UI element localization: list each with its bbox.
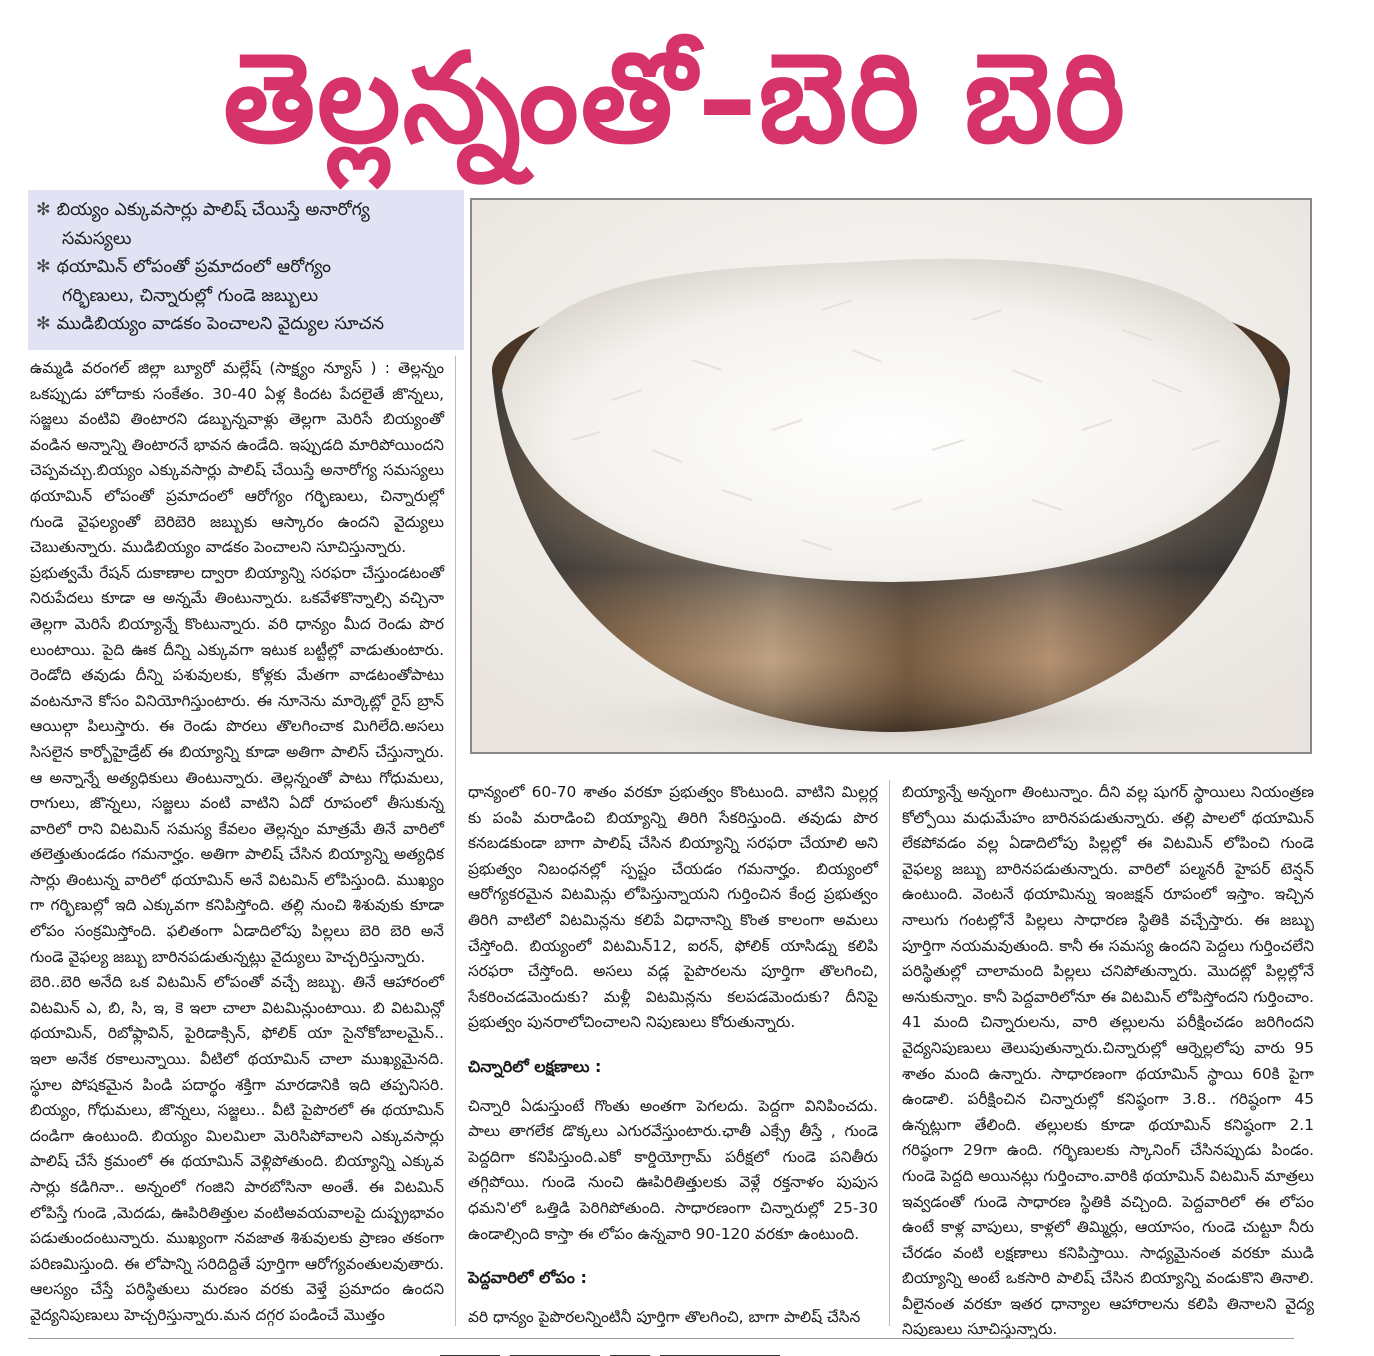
highlight-item — [36, 196, 456, 253]
headline: తెల్లన్నంతో–బెరి బెరి — [223, 25, 1127, 171]
highlight-text: బియ్యం ఎక్కువసార్లు పాలిష్ చేయిస్తే అనారోగ్య — [56, 200, 370, 220]
paragraph: ధాన్యంలో 60-70 శాతం వరకూ ప్రభుత్వం కొంటుంది. వాటిని మిల్లర్ల కు పంపి మరాడించి బియ్యాన్ని తిరిగి సేకరిస్తుంది. తవుడు పొర కనబడకుండా బాగా పాలిష్ చేసిన బియ్యాన్ని సరఫరా చేయాలి అని ప్రభుత్వం నిబంధనల్లో స్పష్టం చేయడం గమనార్హం. బియ్యంలో ఆరోగ్యకరమైన విటమిన్లు లోపిస్తున్నాయని గుర్తించిన కేంద్ర ప్రభుత్వం తిరిగి వాటిలో విటమిన్లను కలిపే విధానాన్ని కొంత కాలంగా అమలు చేస్తోంది. బియ్యంలో విటమిన్12, ఐరన్, ఫోలిక్ యాసిడ్ను కలిపి సరఫరా చేస్తోంది. అసలు వడ్ల పైపొరలను పూర్తిగా తొలగించి, సేకరించడమెందుకు? మళ్లీ విటమిన్లను కలపడమెందుకు? దీనిపై ప్రభుత్వం పునరాలోచించాలని నిపుణులు కోరుతున్నారు. — [468, 783, 878, 1032]
paragraph: ఉమ్మడి వరంగల్ జిల్లా బ్యూరో మల్లేష్ (సాక్ష్యం న్యూస్ ) : తెల్లన్నం ఒకప్పుడు హోదాకు సంకేతం. 30-40 ఏళ్ల కిందట పేదలైతే జొన్నలు, సజ్జలు వంటివి తింటారని డబ్బున్నవాళ్లు తెల్లగా మెరిసే బియ్యంతో వండిన అన్నాన్ని తింటారనే భావన ఉండేది. ఇప్పుడది మారిపోయిందని చెప్పవచ్చు.బియ్యం ఎక్కువసార్లు పాలిష్ చేయిస్తే అనారోగ్య సమస్యలు థయామిన్ లోపంతో ప్రమాదంలో ఆరోగ్యం గర్భిణులు, చిన్నారుల్లో గుండె వైఫల్యంతో బెరిబెరి జబ్బుకు ఆస్కారం ఉందని వైద్యులు చెబుతున్నారు. ముడిబియ్యం వాడకం పెంచాలని సూచిస్తున్నారు. — [30, 359, 444, 557]
asterisk-icon: ✻ — [36, 200, 51, 220]
paragraph: వరి ధాన్యం పైపొరలన్నింటినీ పూర్తిగా తొలగించి, బాగా పాలిష్ చేసిన — [468, 1307, 861, 1326]
cut-off-next-line — [440, 1346, 900, 1356]
subheading-children-symptoms: చిన్నారిలో లక్షణాలు : — [468, 1056, 602, 1076]
rice-bowl-image — [470, 198, 1312, 754]
article-column-1 — [30, 356, 444, 1329]
highlight-text: థయామిన్ లోపంతో ప్రమాదంలో ఆరోగ్యం — [56, 257, 331, 277]
column-divider — [455, 356, 456, 1326]
rice-bowl-illustration — [472, 200, 1310, 752]
column-divider — [889, 780, 890, 1326]
highlight-item — [36, 253, 456, 310]
page-bottom-rule — [28, 1338, 1294, 1339]
subheading-adult-deficiency: పెద్దవారిలో లోపం : — [468, 1268, 587, 1288]
highlights-box — [28, 190, 464, 350]
paragraph: ప్రభుత్వమే రేషన్ దుకాణాల ద్వారా బియ్యాన్ని సరఫరా చేస్తుండటంతో నిరుపేదలు కూడా ఆ అన్నమే తింటున్నారు. ఒకవేళకొన్నాల్సి వచ్చినా తెల్లగా మెరిసే బియ్యాన్నే కొంటున్నారు. వరి ధాన్యం మీద రెండు పొర లుంటాయి. పైది ఊక దీన్ని ఎక్కువగా ఇటుక బట్టీల్లో వాడుతుంటారు. రెండోది తవుడు దీన్ని పశువులకు, కోళ్లకు మేతగా వాడటంతోపాటు వంటనూనె కోసం వినియోగిస్తుంటారు. ఈ నూనెను మార్కెట్లో రైస్ బ్రాన్ ఆయిల్గా పిలుస్తారు. ఈ రెండు పొరలు తొలగించాక మిగిలేది.అసలు సిసలైన కార్బోహైడ్రేట్ ఈ బియ్యాన్ని కూడా అతిగా పాలిస్ చేస్తున్నారు. ఆ అన్నాన్నే అత్యధికులు తింటున్నారు. తెల్లన్నంతో పాటు గోధుమలు, రాగులు, జొన్నలు, సజ్జలు వంటి వాటిని ఏదో రూపంలో తీసుకున్న వారిలో రాని విటమిన్ సమస్య కేవలం తెల్లన్నం మాత్రమే తినే వారిలో తలెత్తుతుండడం గమనార్హం. అతిగా పాలిష్ చేసిన బియ్యాన్ని అత్యధిక సార్లు తింటున్న వారిలో థయామిన్ అనే విటమిన్ లోపిస్తుంది. ముఖ్యం గా గర్భిణుల్లో ఇది ఎక్కువగా కనిపిస్తోంది. తల్లి నుంచి శిశువుకు కూడా లోపం సంక్రమిస్తోంది. ఫలితంగా ఏడాదిలోపు పిల్లలు బెరి బెరి అనే గుండె వైఫల్య జబ్బు బారినపడుతున్నట్లు వైద్యులు హెచ్చరిస్తున్నారు. — [30, 563, 444, 966]
highlight-item — [36, 310, 456, 339]
paragraph: చిన్నారి ఏడుస్తుంటే గొంతు అంతగా పెగలదు. పెద్దగా వినిపించదు. పాలు తాగలేక డొక్కలు ఎగురవేస్తుంటారు.ఛాతీ ఎక్స్రే తీస్తే , గుండె పెద్దదిగా కనిపిస్తుంది.ఎకో కార్డియోగ్రామ్ పరీక్షలో గుండె పనితీరు తగ్గిపోయి. గుండె నుంచి ఊపిరితిత్తులకు వెళ్లే రక్తనాళం పుపుస ధమని'లో ఒత్తిడి పెరిగిపోతుంది. సాధారణంగా చిన్నారుల్లో 25-30 ఉండాల్సింది కాస్తా ఈ లోపం ఉన్నవారి 90-120 వరకూ ఉంటుంది. — [468, 1096, 878, 1243]
asterisk-icon: ✻ — [36, 257, 51, 277]
article-column-3 — [902, 780, 1314, 1343]
article-column-2 — [468, 780, 878, 1330]
highlight-text-cont: గర్భిణులు, చిన్నారుల్లో గుండె జబ్బులు — [62, 285, 319, 306]
highlight-text: ముడిబియ్యం వాడకం పెంచాలని వైద్యుల సూచన — [56, 314, 384, 334]
paragraph: బెరి..బెరి అనేది ఒక విటమిన్ లోపంతో వచ్చే జబ్బు. తినే ఆహారంలో విటమిన్ ఎ, బి, సి, ఇ, కె ఇలా చాలా విటమిన్లుంటాయి. బి విటమిన్లో థయామిన్, రిబోఫ్లావిన్, పైరిడాక్సిన్, ఫోలిక్ యా సైనోకోబాలమైన్.. ఇలా అనేక రకాలున్నాయి. వీటిలో థయామిన్ చాలా ముఖ్యమైనది. స్థూల పోషకమైన పిండి పదార్థం శక్తిగా మారడానికి ఇది తప్పనిసరి. బియ్యం, గోధుమలు, జొన్నలు, సజ్జలు.. వీటి పైపొరలో ఈ థయామిన్ దండిగా ఉంటుంది. బియ్యం మిలమిలా మెరిసిపోవాలని ఎక్కువసార్లు పాలిష్ చేసే క్రమంలో ఈ థయామిన్ వెళ్లిపోతుంది. బియ్యాన్ని ఎక్కువ సార్లు కడిగినా.. అన్నంలో గంజిని పారబోసినా అంతే. ఈ విటమిన్ లోపిస్తే గుండె ,మెదడు, ఊపిరితిత్తుల వంటిఅవయవాలపై దుష్ప్రభావం పడుతుందంటున్నారు. ముఖ్యంగా నవజాత శిశువులకు ప్రాణం తకంగా పరిణమిస్తుంది. ఈ లోపాన్ని సరిదిద్దితే పూర్తిగా ఆరోగ్యవంతులవుతారు. ఆలస్యం చేస్తే పరిస్థితులు మరణం వరకు వెళ్తే ప్రమాదం ఉందని వైద్యనిపుణులు హెచ్చరిస్తున్నారు.మన దగ్గర పండించే మొత్తం — [30, 973, 444, 1324]
asterisk-icon: ✻ — [36, 314, 51, 334]
paragraph: బియ్యాన్నే అన్నంగా తింటున్నాం. దీని వల్ల షుగర్ స్థాయిలు నియంత్రణ కోల్పోయి మధుమేహం బారినపడుతున్నారు. తల్లి పాలలో థయామిన్ లేకపోవడం వల్ల ఏడాదిలోపు పిల్లల్లో ఈ విటమిన్ లోపించి గుండె వైఫల్య జబ్బు బారినపడుతున్నారు. వారిలో పల్మనరీ హైపర్ టెన్షన్ ఉంటుంది. వెంటనే థయామిన్ను ఇంజక్షన్ రూపంలో ఇస్తాం. ఇచ్చిన నాలుగు గంటల్లోనే పిల్లలు సాధారణ స్థితికి వచ్చేస్తారు. ఈ జబ్బు పూర్తిగా నయమవుతుంది. కానీ ఈ సమస్య ఉందని పెద్దలు గుర్తించలేని పరిస్థితుల్లో చాలామంది పిల్లలు చనిపోతున్నారు. మొదట్లో పిల్లల్లోనే అనుకున్నాం. కానీ పెద్దవారిలోనూ ఈ విటమిన్ లోపిస్తోందని గుర్తించాం. 41 మంది చిన్నారులను, వారి తల్లులను పరీక్షించడం జరిగిందని వైద్యనిపుణులు తెలుపుతున్నారు.చిన్నారుల్లో ఆర్నెల్లలోపు వారు 95 శాతం మంది ఉన్నారు. సాధారణంగా థయామిన్ స్థాయి 60కి పైగా ఉండాలి. పరీక్షించిన చిన్నారుల్లో కనిష్ఠంగా 3.8.. గరిష్ఠంగా 45 ఉన్నట్లుగా తేలింది. తల్లులకు కూడా థయామిన్ కనిష్ఠంగా 2.1 గరిష్ఠంగా 29గా ఉంది. గర్భిణులకు స్కానింగ్ చేసినప్పుడు పిండం. గుండె పెద్దది అయినట్లు గుర్తించాం.వారికి థయామిన్ విటమిన్ మాత్రలు ఇవ్వడంతో గుండె సాధారణ స్థితికి వచ్చింది. పెద్దవారిలో ఈ లోపం ఉంటే కాళ్ల వాపులు, కాళ్లలో తిమ్మిర్లు, ఆయాసం, గుండె చుట్టూ నీరు చేరడం వంటి లక్షణాలు కనిపిస్తాయి. సాధ్యమైనంత వరకూ ముడి బియ్యాన్ని అంటే ఒకసారి పాలిష్ చేసిన బియ్యాన్ని వండుకొని తినాలి. వీలైనంత వరకూ ఇతర ధాన్యాల ఆహారాలను కలిపి తినాలని వైద్య నిపుణులు సూచిస్తున్నారు. — [902, 783, 1314, 1339]
highlight-text-cont: సమస్యలు — [62, 228, 132, 249]
